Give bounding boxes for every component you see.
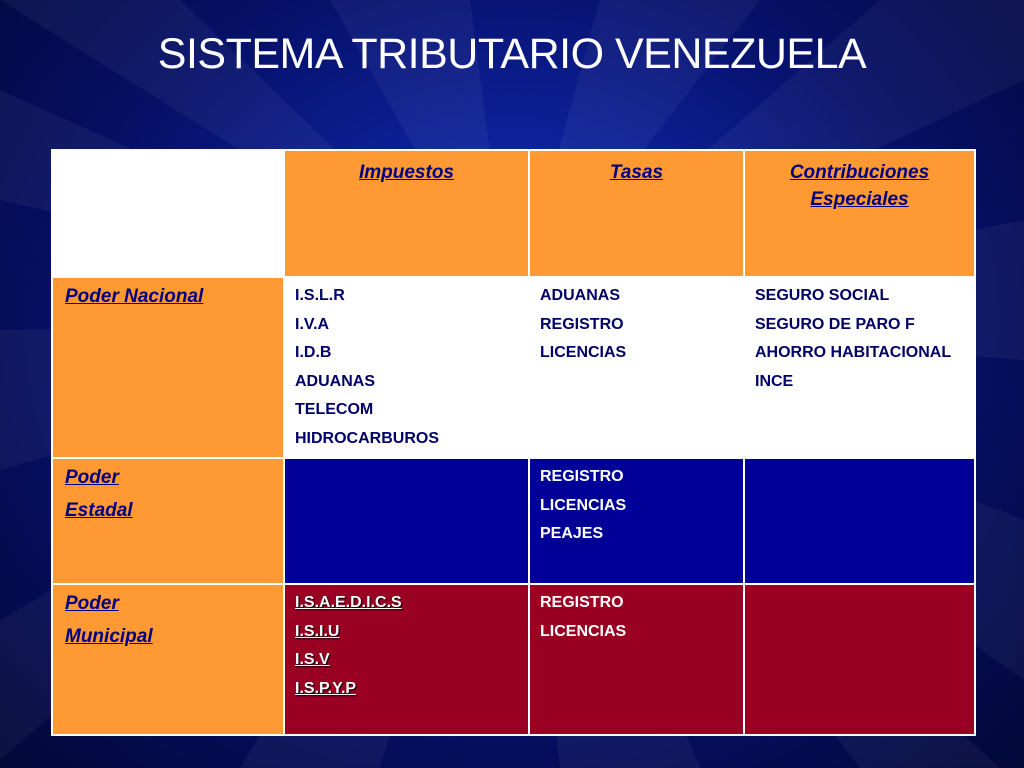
- list-item: I.V.A: [295, 315, 330, 333]
- row-label-estadal: [53, 459, 283, 522]
- list-item: I.S.A.E.D.I.C.S: [295, 594, 402, 611]
- header-cell-contribuciones: [744, 150, 975, 277]
- item-list: [530, 278, 743, 362]
- cell-nacional-impuestos: [284, 277, 529, 458]
- cell-municipal-tasas: [529, 584, 744, 735]
- list-item: ADUANAS: [295, 372, 375, 390]
- list-item: REGISTRO: [540, 594, 624, 611]
- header-cell-tasas: [529, 150, 744, 277]
- item-list: [285, 278, 528, 448]
- item-list: [530, 585, 743, 641]
- cell-nacional-contribuciones: [744, 277, 975, 458]
- cell-municipal-impuestos: [284, 584, 529, 735]
- list-item: TELECOM: [295, 401, 374, 418]
- list-item: I.S.L.R: [295, 287, 345, 304]
- list-item: I.S.V: [295, 651, 330, 668]
- list-item: I.S.I.U: [295, 622, 340, 640]
- list-item: HIDROCARBUROS: [295, 429, 439, 447]
- item-list: [745, 278, 974, 391]
- list-item: SEGURO SOCIAL: [755, 287, 890, 304]
- list-item: INCE: [755, 372, 794, 390]
- list-item: I.S.P.Y.P: [295, 679, 357, 697]
- header-cell-impuestos: [284, 150, 529, 277]
- row-label-nacional: [53, 278, 283, 308]
- row-header-nacional: [52, 277, 284, 458]
- row-label-text[interactable]: Estadal: [65, 500, 133, 521]
- cell-estadal-impuestos: [284, 458, 529, 584]
- row-label-text[interactable]: Poder: [65, 467, 119, 488]
- header-row: [52, 150, 975, 277]
- cell-estadal-contribuciones: [744, 458, 975, 584]
- row-poder-nacional: [52, 277, 975, 458]
- column-header-impuestos[interactable]: Impuestos: [358, 162, 455, 183]
- list-item: LICENCIAS: [540, 622, 627, 640]
- row-poder-estadal: [52, 458, 975, 584]
- list-item: REGISTRO: [540, 468, 624, 485]
- list-item: AHORRO HABITACIONAL: [755, 344, 952, 361]
- row-label-text[interactable]: Poder Nacional: [65, 286, 204, 307]
- corner-cell: [52, 150, 284, 277]
- row-header-municipal: [52, 584, 284, 735]
- row-label-text[interactable]: Municipal: [65, 626, 153, 647]
- list-item: PEAJES: [540, 525, 604, 542]
- cell-nacional-tasas: [529, 277, 744, 458]
- list-item: LICENCIAS: [540, 496, 627, 514]
- row-label-text[interactable]: Poder: [65, 593, 119, 614]
- cell-estadal-tasas: [529, 458, 744, 584]
- list-item: LICENCIAS: [540, 344, 627, 361]
- row-label-municipal: [53, 585, 283, 648]
- list-item: ADUANAS: [540, 287, 620, 304]
- row-poder-municipal: [52, 584, 975, 735]
- item-list: [530, 459, 743, 543]
- tax-system-table: [51, 149, 976, 736]
- list-item: REGISTRO: [540, 315, 624, 333]
- list-item: SEGURO DE PARO F: [755, 315, 915, 333]
- column-header-tasas[interactable]: Tasas: [609, 162, 664, 183]
- list-item: I.D.B: [295, 344, 332, 361]
- row-header-estadal: [52, 458, 284, 584]
- slide-title: SISTEMA TRIBUTARIO VENEZUELA: [157, 30, 867, 78]
- item-list: [285, 585, 528, 698]
- column-header-contribuciones[interactable]: Contribuciones Especiales: [789, 162, 930, 210]
- cell-municipal-contribuciones: [744, 584, 975, 735]
